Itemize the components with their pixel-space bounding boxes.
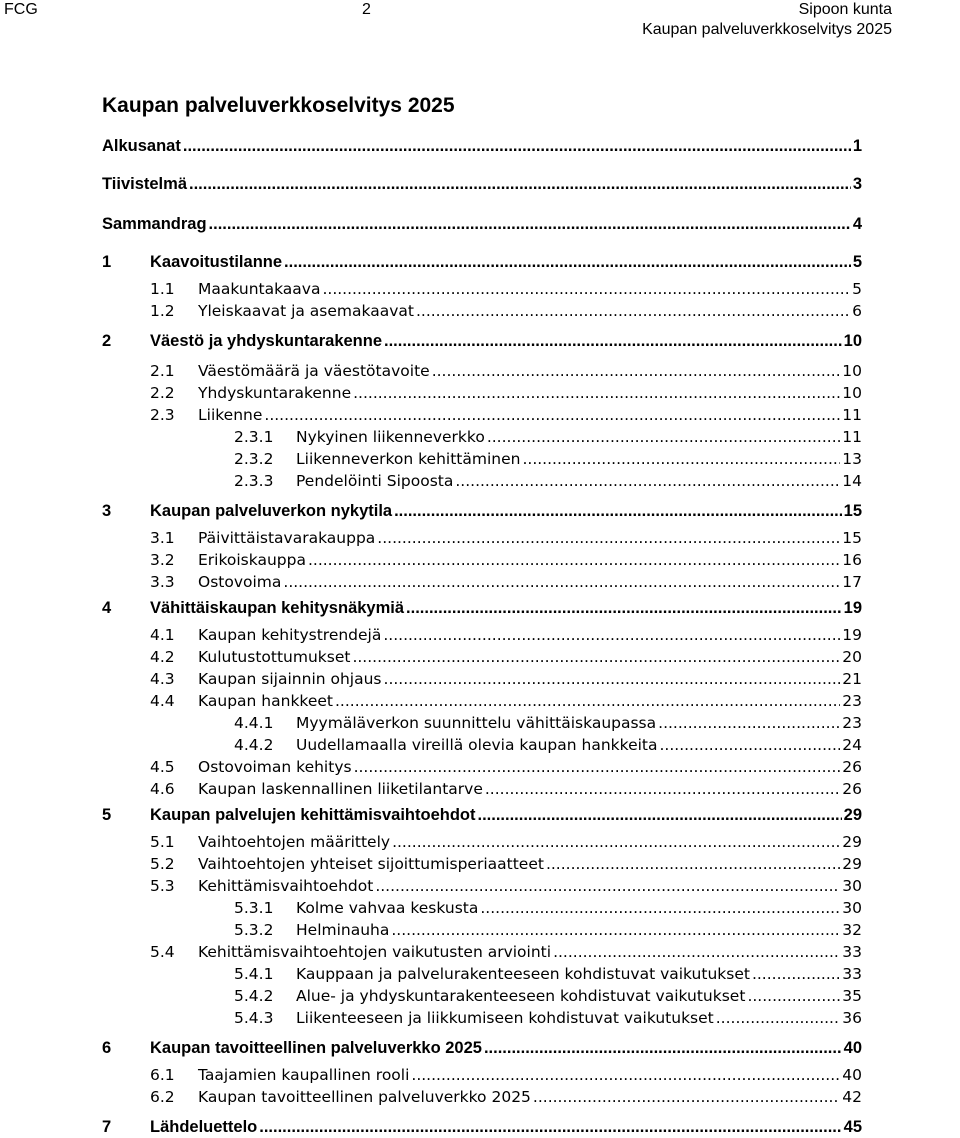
toc-entry-number: 1.1 (150, 280, 175, 298)
toc-entry[interactable] (0, 668, 960, 690)
toc-entry-number: 4 (102, 599, 112, 617)
toc-entry-page: 40 (842, 1066, 862, 1084)
toc-entry[interactable] (0, 875, 960, 897)
toc-entry[interactable] (0, 831, 960, 853)
toc-entry-page: 23 (842, 692, 862, 710)
toc-entry-page: 6 (852, 302, 862, 320)
toc-dot-leader (308, 549, 840, 571)
toc-dot-leader (716, 1007, 841, 1029)
toc-entry-title: Kaupan palvelujen kehittämisvaihtoehdot (150, 806, 476, 824)
toc-entry-page: 4 (852, 215, 862, 233)
toc-dot-leader (392, 831, 840, 853)
toc-entry-page: 16 (842, 551, 862, 569)
toc-entry[interactable] (0, 804, 960, 826)
toc-entry-number: 2.3.2 (234, 450, 274, 468)
toc-entry[interactable] (0, 135, 960, 157)
toc-dot-leader (477, 804, 841, 826)
toc-entry-number: 6.2 (150, 1088, 175, 1106)
toc-entry-number: 4.4 (150, 692, 175, 710)
toc-entry-page: 29 (842, 855, 862, 873)
toc-entry-number: 5.4.1 (234, 965, 274, 983)
toc-entry[interactable] (0, 734, 960, 756)
toc-entry-page: 30 (842, 877, 862, 895)
toc-entry[interactable] (0, 527, 960, 549)
toc-dot-leader (658, 712, 840, 734)
toc-dot-leader (487, 426, 840, 448)
toc-entry-title: Ostovoiman kehitys (198, 758, 352, 776)
toc-dot-leader (406, 597, 842, 619)
toc-entry-page: 32 (842, 921, 862, 939)
toc-dot-leader (480, 897, 840, 919)
toc-entry-title: Alkusanat (102, 137, 181, 155)
toc-entry-page: 5 (852, 280, 862, 298)
toc-entry-title: Taajamien kaupallinen rooli (198, 1066, 410, 1084)
toc-entry[interactable] (0, 426, 960, 448)
toc-entry-title: Liikenne (198, 406, 263, 424)
toc-entry-page: 15 (842, 529, 862, 547)
toc-entry-title: Kaupan tavoitteellinen palveluverkko 2025 (150, 1039, 482, 1057)
toc-entry-title: Kehittämisvaihtoehtojen vaikutusten arviointi (198, 943, 552, 961)
toc-entry-title: Kulutustottumukset (198, 648, 351, 666)
toc-entry-number: 4.1 (150, 626, 175, 644)
toc-entry[interactable] (0, 382, 960, 404)
toc-entry-page: 24 (842, 736, 862, 754)
toc-entry-page: 11 (842, 428, 862, 446)
toc-entry-number: 2.3.3 (234, 472, 274, 490)
toc-entry[interactable] (0, 941, 960, 963)
toc-entry-title: Nykyinen liikenneverkko (296, 428, 485, 446)
toc-entry-page: 19 (842, 626, 862, 644)
toc-entry[interactable] (0, 712, 960, 734)
toc-entry-page: 5 (852, 253, 862, 271)
toc-entry-number: 5.4.3 (234, 1009, 274, 1027)
toc-entry-number: 1.2 (150, 302, 175, 320)
toc-dot-leader (553, 941, 840, 963)
toc-entry-title: Päivittäistavarakauppa (198, 529, 376, 547)
toc-entry-page: 14 (842, 472, 862, 490)
toc-entry-page: 30 (842, 899, 862, 917)
toc-entry-page: 3 (852, 175, 862, 193)
toc-dot-leader (183, 135, 851, 157)
toc-dot-leader (660, 734, 841, 756)
toc-entry-title: Yleiskaavat ja asemakaavat (198, 302, 414, 320)
toc-entry-title: Helminauha (296, 921, 390, 939)
toc-entry-number: 5.1 (150, 833, 175, 851)
toc-entry[interactable] (0, 624, 960, 646)
toc-entry-page: 15 (843, 502, 862, 520)
toc-entry[interactable] (0, 448, 960, 470)
toc-entry-number: 6.1 (150, 1066, 175, 1084)
toc-dot-leader (264, 404, 840, 426)
toc-dot-leader (522, 448, 840, 470)
toc-entry-title: Tiivistelmä (102, 175, 187, 193)
toc-entry-page: 21 (842, 670, 862, 688)
toc-entry-number: 5.3.1 (234, 899, 274, 917)
toc-entry-page: 10 (843, 332, 862, 350)
page-title: Kaupan palveluverkkoselvitys 2025 (102, 94, 455, 117)
toc-dot-leader (391, 919, 840, 941)
toc-entry-number: 2.3 (150, 406, 175, 424)
toc-entry-title: Kaupan palveluverkon nykytila (150, 502, 393, 520)
toc-dot-leader (189, 173, 851, 195)
toc-entry[interactable] (0, 278, 960, 300)
toc-entry-title: Väestömäärä ja väestötavoite (198, 362, 430, 380)
header-document-name: Kaupan palveluverkkoselvitys 2025 (642, 21, 892, 38)
toc-entry[interactable] (0, 470, 960, 492)
toc-entry-page: 23 (842, 714, 862, 732)
toc-entry-number: 3.1 (150, 529, 175, 547)
toc-entry-page: 29 (842, 833, 862, 851)
toc-entry[interactable] (0, 919, 960, 941)
toc-entry-page: 11 (842, 406, 862, 424)
toc-entry[interactable] (0, 646, 960, 668)
toc-entry[interactable] (0, 690, 960, 712)
toc-entry-title: Sammandrag (102, 215, 207, 233)
toc-entry-number: 5 (102, 806, 112, 824)
toc-dot-leader (322, 278, 850, 300)
toc-entry[interactable] (0, 549, 960, 571)
toc-entry[interactable] (0, 756, 960, 778)
toc-entry-page: 13 (842, 450, 862, 468)
toc-entry-number: 5.4 (150, 943, 175, 961)
toc-entry-page: 35 (842, 987, 862, 1005)
toc-dot-leader (533, 1086, 840, 1108)
toc-entry-number: 1 (102, 253, 112, 271)
toc-entry-number: 5.3.2 (234, 921, 274, 939)
toc-dot-leader (209, 213, 851, 235)
toc-entry-title: Liikenteeseen ja liikkumiseen kohdistuvat vaikutukset (296, 1009, 714, 1027)
toc-entry-title: Uudellamaalla vireillä olevia kaupan hankkeita (296, 736, 658, 754)
toc-dot-leader (352, 646, 840, 668)
toc-entry-title: Vaihtoehtojen yhteiset sijoittumisperiaatteet (198, 855, 544, 873)
toc-entry-number: 2.3.1 (234, 428, 274, 446)
toc-entry-title: Kaupan laskennallinen liiketilantarve (198, 780, 483, 798)
toc-dot-leader (455, 470, 840, 492)
toc-entry-number: 2.2 (150, 384, 175, 402)
toc-entry-number: 5.4.2 (234, 987, 274, 1005)
toc-dot-leader (432, 360, 841, 382)
header-company: FCG (4, 1, 38, 18)
toc-entry-title: Myymäläverkon suunnittelu vähittäiskaupassa (296, 714, 657, 732)
toc-entry-title: Vaihtoehtojen määrittely (198, 833, 391, 851)
toc-entry-number: 4.4.2 (234, 736, 274, 754)
toc-entry-title: Kaupan kehitystrendejä (198, 626, 382, 644)
toc-entry[interactable] (0, 1116, 960, 1138)
toc-dot-leader (283, 571, 840, 593)
toc-entry[interactable] (0, 1037, 960, 1059)
toc-entry-number: 3.3 (150, 573, 175, 591)
toc-entry-number: 4.4.1 (234, 714, 274, 732)
toc-dot-leader (752, 963, 840, 985)
toc-dot-leader (284, 251, 851, 273)
toc-entry-page: 42 (842, 1088, 862, 1106)
toc-entry-page: 10 (842, 362, 862, 380)
toc-entry[interactable] (0, 173, 960, 195)
toc-entry[interactable] (0, 1086, 960, 1108)
toc-entry-page: 17 (842, 573, 862, 591)
toc-entry-title: Yhdyskuntarakenne (198, 384, 352, 402)
toc-entry-number: 7 (102, 1118, 112, 1136)
toc-entry-page: 40 (843, 1039, 862, 1057)
header-municipality: Sipoon kunta (798, 1, 892, 18)
toc-entry-page: 19 (843, 599, 862, 617)
toc-entry-title: Kehittämisvaihtoehdot (198, 877, 374, 895)
toc-entry-number: 3 (102, 502, 112, 520)
toc-entry-title: Kaupan hankkeet (198, 692, 333, 710)
toc-dot-leader (485, 778, 840, 800)
toc-entry-title: Alue- ja yhdyskuntarakenteeseen kohdistuvat vaikutukset (296, 987, 746, 1005)
toc-entry-page: 33 (842, 943, 862, 961)
toc-dot-leader (335, 690, 840, 712)
toc-dot-leader (546, 853, 840, 875)
toc-dot-leader (377, 527, 840, 549)
toc-entry-title: Maakuntakaava (198, 280, 321, 298)
toc-entry-page: 1 (852, 137, 862, 155)
toc-entry-title: Ostovoima (198, 573, 282, 591)
toc-entry-title: Vähittäiskaupan kehitysnäkymiä (150, 599, 405, 617)
toc-entry-number: 5.2 (150, 855, 175, 873)
toc-entry[interactable] (0, 404, 960, 426)
toc-entry[interactable] (0, 330, 960, 352)
toc-entry-title: Kolme vahvaa keskusta (296, 899, 479, 917)
toc-dot-leader (353, 382, 840, 404)
toc-entry-title: Kauppaan ja palvelurakenteeseen kohdistuvat vaikutukset (296, 965, 750, 983)
toc-entry-page: 20 (842, 648, 862, 666)
toc-dot-leader (384, 330, 842, 352)
toc-entry-number: 2 (102, 332, 112, 350)
toc-entry-page: 36 (842, 1009, 862, 1027)
toc-entry-page: 26 (842, 780, 862, 798)
toc-entry-number: 6 (102, 1039, 112, 1057)
toc-entry[interactable] (0, 571, 960, 593)
toc-entry[interactable] (0, 213, 960, 235)
toc-dot-leader (375, 875, 840, 897)
toc-entry-title: Erikoiskauppa (198, 551, 306, 569)
toc-entry-number: 4.5 (150, 758, 175, 776)
header-page-number: 2 (362, 1, 371, 18)
toc-entry[interactable] (0, 985, 960, 1007)
toc-entry[interactable] (0, 1007, 960, 1029)
toc-entry[interactable] (0, 300, 960, 322)
toc-entry-title: Väestö ja yhdyskuntarakenne (150, 332, 383, 350)
toc-entry-title: Liikenneverkon kehittäminen (296, 450, 521, 468)
toc-dot-leader (394, 500, 842, 522)
toc-dot-leader (259, 1116, 841, 1138)
toc-dot-leader (383, 624, 840, 646)
toc-entry[interactable] (0, 360, 960, 382)
toc-entry-title: Pendelöinti Sipoosta (296, 472, 454, 490)
toc-entry-title: Lähdeluettelo (150, 1118, 258, 1136)
toc-entry-number: 4.6 (150, 780, 175, 798)
toc-entry[interactable] (0, 597, 960, 619)
toc-dot-leader (747, 985, 840, 1007)
toc-entry-number: 4.2 (150, 648, 175, 666)
toc-entry-page: 29 (843, 806, 862, 824)
toc-entry-page: 33 (842, 965, 862, 983)
toc-dot-leader (384, 668, 841, 690)
toc-dot-leader (354, 756, 841, 778)
toc-entry-number: 2.1 (150, 362, 175, 380)
toc-entry[interactable] (0, 778, 960, 800)
toc-entry-title: Kaupan tavoitteellinen palveluverkko 2025 (198, 1088, 531, 1106)
toc-entry-page: 10 (842, 384, 862, 402)
toc-entry-page: 45 (843, 1118, 862, 1136)
toc-entry[interactable] (0, 1064, 960, 1086)
toc-entry-title: Kaavoitustilanne (150, 253, 283, 271)
toc-dot-leader (411, 1064, 840, 1086)
toc-entry-number: 5.3 (150, 877, 175, 895)
toc-entry-number: 4.3 (150, 670, 175, 688)
toc-entry[interactable] (0, 897, 960, 919)
toc-entry-number: 3.2 (150, 551, 175, 569)
toc-entry[interactable] (0, 853, 960, 875)
toc-entry[interactable] (0, 251, 960, 273)
toc-dot-leader (484, 1037, 842, 1059)
toc-entry-title: Kaupan sijainnin ohjaus (198, 670, 382, 688)
toc-entry-page: 26 (842, 758, 862, 776)
toc-entry[interactable] (0, 963, 960, 985)
toc-entry[interactable] (0, 500, 960, 522)
toc-dot-leader (416, 300, 850, 322)
